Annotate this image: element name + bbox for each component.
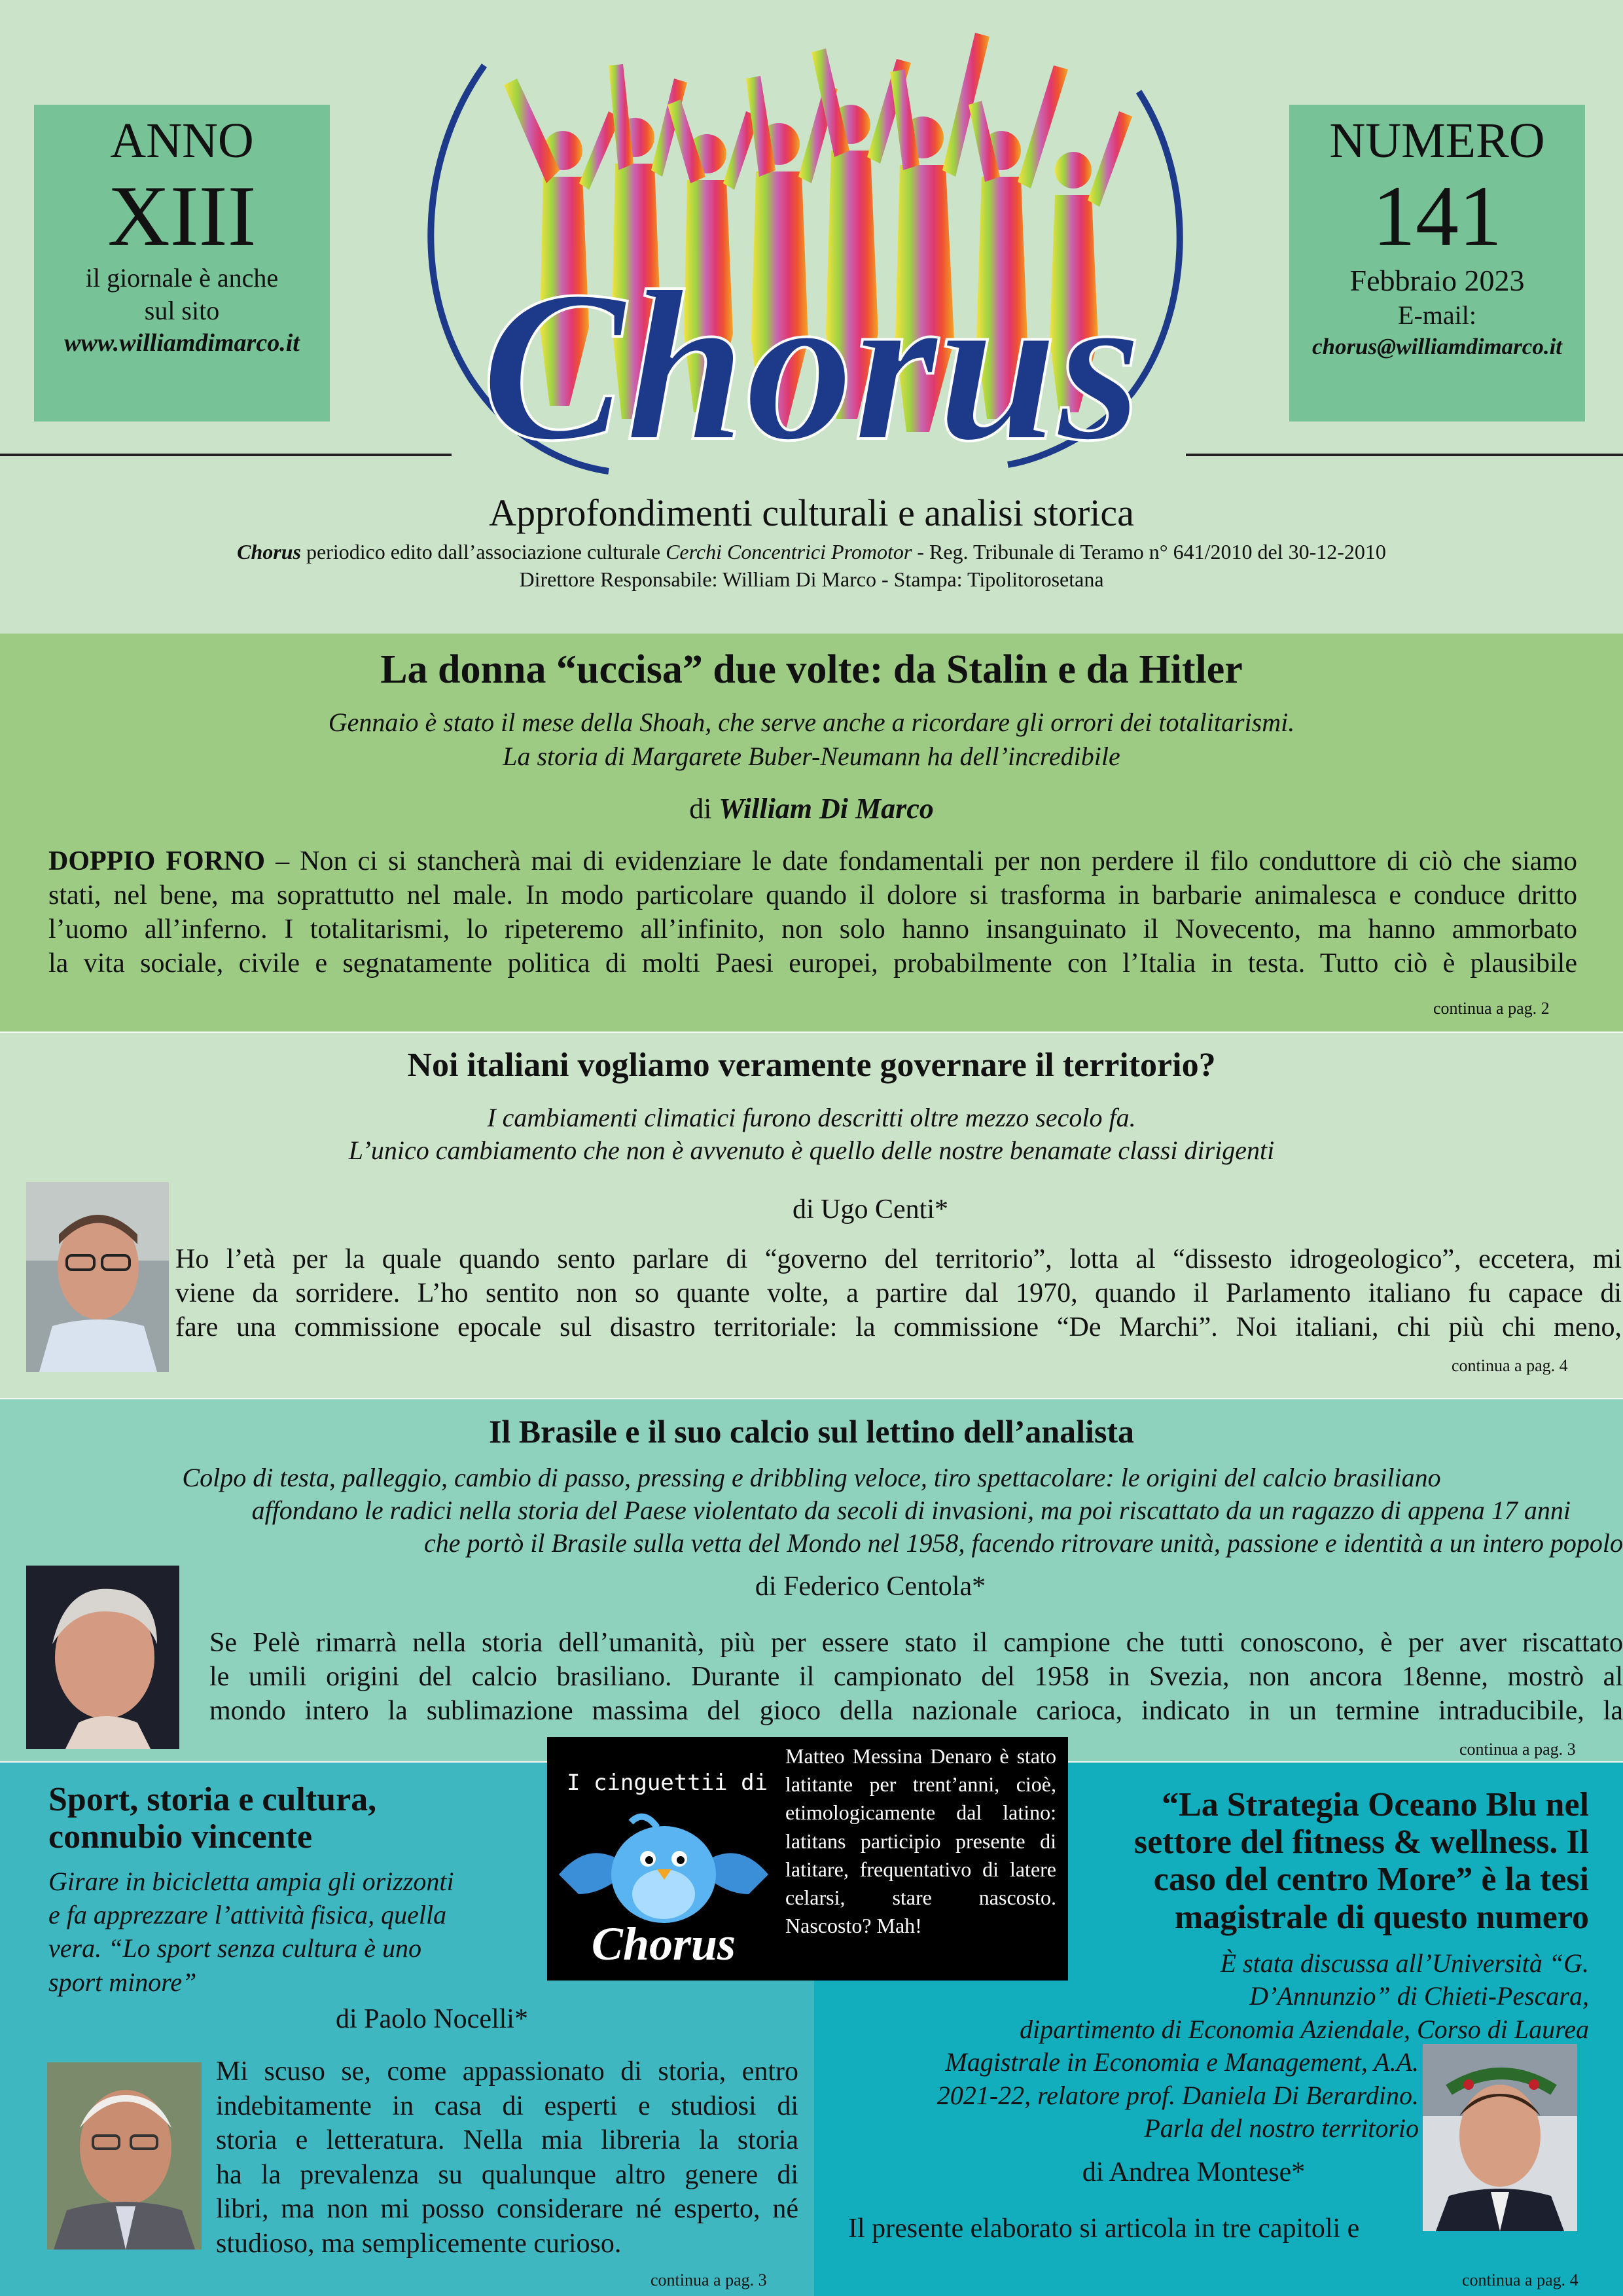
tweet-header: I cinguettii di — [567, 1770, 768, 1796]
numero-value: 141 — [1372, 168, 1502, 264]
right-divider — [1186, 454, 1623, 456]
article3-byline: di Federico Centola* — [755, 1571, 986, 1602]
pub-name: Chorus — [237, 540, 301, 564]
article3-body: Se Pelè rimarrà nella storia dell’umanità, più per essere stato il campione che tutti conoscono, è per aver riscattato le umili origini del calcio brasiliano. Durante il campionato del 1958 in Svezia, non ancora 18enne, mostrò al mondo intero la sublimazione massima del gioco della nazionale carioca, indicato in un termine intraducibile, la — [209, 1628, 1623, 1727]
author-photo-ugo-centi — [26, 1182, 169, 1372]
site-line2: sul sito — [144, 295, 220, 325]
article4-byline: di Paolo Nocelli* — [336, 2004, 528, 2034]
blue-bird-icon — [552, 1796, 775, 1973]
numero-label: NUMERO — [1329, 113, 1545, 168]
article1-continue-link[interactable]: continua a pag. 2 — [1433, 999, 1550, 1018]
article2-byline: di Ugo Centi* — [793, 1194, 948, 1225]
masthead-subtitle: Approfondimenti culturali e analisi storica — [489, 492, 1134, 534]
article1-body: DOPPIO FORNO – Non ci si stancherà mai di evidenziare le date fondamentali per non perdere il filo conduttore di ciò che siamo stati, nel bene, ma soprattutto nel male. In modo particolare quando il dolore si trasforma in barbarie animalesca e conduce dritto l’uomo all’inferno. I totalitarismi, lo ripeteremo all’infinito, non solo hanno insanguinato il Novecento, ma hanno ammorbato la vita sociale, civile e segnatamente politica di molti Paesi europei, probabilmente con l’Italia in testa. Tutto ciò è plausibile — [48, 846, 1577, 979]
article2-continue-link[interactable]: continua a pag. 4 — [1452, 1356, 1568, 1375]
article-stalin-hitler — [0, 634, 1623, 1033]
article4-title[interactable]: Sport, storia e cultura, connubio vincente — [48, 1781, 377, 1856]
pub-association: Cerchi Concentrici Promotor — [666, 540, 912, 564]
publication-info: Chorus periodico edito dall’associazione culturale Cerchi Concentrici Promotor - Reg. Tribunale di Teramo n° 641/2010 del 30-12-2010 Direttore Responsabile: William Di Marco - Stampa: Tipolitorosetana — [0, 539, 1623, 593]
article-brasile: Il Brasile e il suo calcio sul lettino dell’analista Colpo di testa, palleggio, cambio di passo, pressing e dribbling veloce, tiro spettacolare: le origini del calcio brasiliano affondano le radici nella storia del Paese violentato da secoli di invasioni, ma poi riscattato da un ragazzo di appena 17 anni che portò il Brasile sulla vetta del Mondo nel 1958, facendo ritrovare unità, passione e identità a un intero popolo di Federico Centola* Se Pelè rimarrà nella storia dell’umanità, più per essere stato il campione che tutti conoscono, è per aver riscattato le umili origini del calcio brasiliano. Durante il campionato del 1958 in Svezia, non ancora 18enne, mostrò al mondo intero la sublimazione massima del gioco della nazionale carioca, indicato in un termine intraducibile, la continua a pag. 3 — [0, 1399, 1623, 1763]
article5-body: Il presente elaborato si articola in tre capitoli e — [848, 2214, 1360, 2244]
tweet-text: Matteo Messina Denaro è stato latitante per trent’anni, cioè, etimologicamente dal latino: latitans participio presente di latitare, frequentativo di latere celarsi, stare nascosto. Nascosto? Mah! — [785, 1744, 1056, 1938]
masthead — [0, 0, 1623, 634]
numero-box — [1289, 105, 1585, 422]
article1-author: William Di Marco — [719, 793, 934, 825]
article4-continue-link[interactable]: continua a pag. 3 — [651, 2270, 767, 2289]
author-photo-paolo-nocelli — [47, 2062, 202, 2250]
logo-wordmark: Chorus — [481, 247, 1142, 484]
article2-subtitle1: I cambiamenti climatici furono descritti oltre mezzo secolo fa. — [487, 1103, 1136, 1132]
site-line1: il giornale è anche — [85, 262, 279, 293]
left-divider — [0, 454, 452, 456]
article1-lead: DOPPIO FORNO — [48, 846, 266, 876]
article4-subtitle: Girare in bicicletta ampia gli orizzonti e fa apprezzare l’attività fisica, quella vera. “Lo sport senza cultura è uno sport minore” — [48, 1867, 454, 1997]
anno-label: ANNO — [110, 113, 254, 168]
article3-title[interactable]: Il Brasile e il suo calcio sul lettino dell’analista — [488, 1413, 1135, 1450]
email-address[interactable]: chorus@williamdimarco.it — [1311, 334, 1563, 360]
article3-subtitle2: affondano le radici nella storia del Paese violentato da secoli di invasioni, ma poi riscattato da un ragazzo di appena 17 anni — [251, 1496, 1571, 1525]
article5-byline: di Andrea Montese* — [1082, 2157, 1306, 2187]
anno-box — [34, 105, 330, 422]
article1-byline: di William Di Marco — [689, 793, 934, 825]
article3-subtitle1: Colpo di testa, palleggio, cambio di passo, pressing e dribbling veloce, tiro spettacolare: le origini del calcio brasiliano — [182, 1463, 1441, 1492]
article5-title[interactable]: “La Strategia Oceano Blu nel settore del fitness & wellness. Il caso del centro More” è la tesi magistrale di questo numero — [1133, 1786, 1589, 1936]
chorus-logo — [393, 13, 1230, 484]
author-photo-andrea-montese — [1423, 2044, 1577, 2231]
article2-body: Ho l’età per la quale quando sento parlare di “governo del territorio”, lotta al “dissesto idrogeologico”, eccetera, mi viene da sorridere. L’ho sentito non so quante volte, a partire dal 1970, quando il Parlamento italiano fu capace di fare una commissione epocale sul disastro territoriale: la commissione “De Marchi”. Noi italiani, chi più chi meno, — [175, 1244, 1622, 1343]
article1-subtitle2: La storia di Margarete Buber-Neumann ha dell’incredibile — [503, 742, 1120, 771]
article2-subtitle2: L’unico cambiamento che non è avvenuto è quello delle nostre benamate classi dirigenti — [348, 1136, 1275, 1165]
article5-continue-link[interactable]: continua a pag. 4 — [1462, 2270, 1578, 2289]
email-label: E-mail: — [1398, 300, 1476, 331]
tweet-box — [547, 1737, 1068, 1981]
article1-title[interactable]: La donna “uccisa” due volte: da Stalin e da Hitler — [380, 647, 1243, 692]
anno-value: XIII — [107, 168, 257, 264]
article4-body: Mi scuso se, come appassionato di storia, entro indebitamente in casa di esperti e studiosi di storia e letteratura. Nella mia libreria la storia ha la prevalenza su qualunque altro genere di libri, ma non mi posso considerare né esperto, né studioso, ma semplicemente curioso. — [216, 2056, 798, 2259]
article2-title[interactable]: Noi italiani vogliamo veramente governare il territorio? — [407, 1047, 1216, 1084]
article1-subtitle1: Gennaio è stato il mese della Shoah, che serve anche a ricordare gli orrori dei totalitarismi. — [328, 708, 1295, 737]
pub-director: Direttore Responsabile: William Di Marco - Stampa: Tipolitorosetana — [519, 567, 1104, 591]
author-photo-federico-centola — [26, 1566, 179, 1749]
issue-date: Febbraio 2023 — [1349, 263, 1525, 297]
article3-continue-link[interactable]: continua a pag. 3 — [1459, 1740, 1576, 1759]
site-url[interactable]: www.williamdimarco.it — [64, 329, 300, 357]
tweet-brand: Chorus — [591, 1918, 736, 1970]
article5-subtitle: È stata discussa all’Università “G. D’Annunzio” di Chieti-Pescara, dipartimento di Economia Aziendale, Corso di Laurea Magistrale in Economia e Management, A.A. 2021-22, relatore prof. Daniela Di Berardino. Parla del nostro territorio — [936, 1948, 1589, 2143]
article-territorio — [0, 1033, 1623, 1399]
